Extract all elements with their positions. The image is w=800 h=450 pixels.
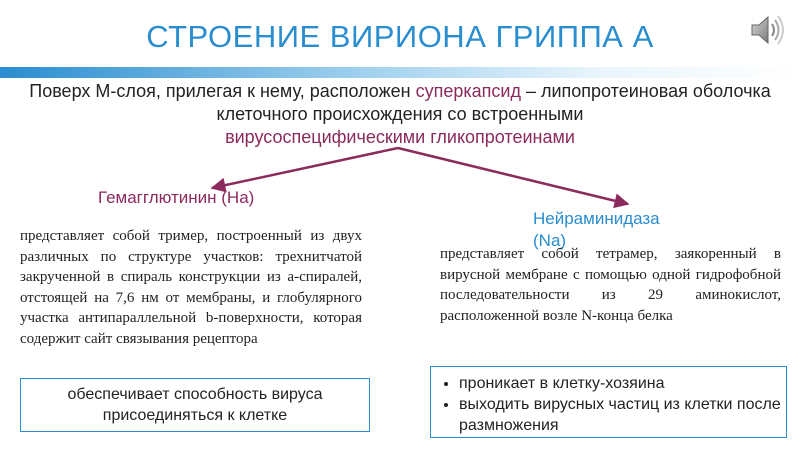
hemagglutinin-heading: Гемагглютинин (На) xyxy=(98,188,255,207)
neuraminidase-function-list xyxy=(431,373,786,436)
intro-text-start: Поверх М-слоя, прилегая к нему, расположен xyxy=(29,81,416,101)
hemagglutinin-function-text: обеспечивает способность вируса присоединяться к клетке xyxy=(67,386,323,424)
arrow-right xyxy=(398,148,628,204)
hemagglutinin-description: представляет собой тример, построенный из двух различных по структуре участков: трехнитчатой закрученной в спираль конструкции из а-спиралей, отстоящей на 7,6 нм от мембраны, и глобулярного участка антипараллельной b-поверхности, которая содержит сайт связывания рецептора xyxy=(20,228,362,347)
slide-title: СТРОЕНИЕ ВИРИОНА ГРИППА А xyxy=(146,19,654,54)
list-item: • проникает в клетку-хозяина xyxy=(459,373,786,394)
neuraminidase-function-box xyxy=(430,366,787,438)
intro-text-end: – липопротеиновая оболочка клеточного происхождения со встроенными xyxy=(216,81,771,124)
intro-term: суперкапсид xyxy=(415,81,521,101)
list-item: • выходить вирусных частиц из клетки после размножения xyxy=(459,394,786,436)
arrow-left xyxy=(212,148,398,188)
intro-highlight: вирусоспецифическими гликопротеинами xyxy=(225,127,575,147)
neuraminidase-heading: Нейраминидаза (Na) xyxy=(533,209,660,250)
neuraminidase-description: представляет собой тетрамер, заякоренный в вирусной мембране с помощью одной гидрофобной последовательности из 29 аминокислот, расположенной возле N-конца белка xyxy=(440,246,781,324)
hemagglutinin-function-box xyxy=(20,378,370,432)
